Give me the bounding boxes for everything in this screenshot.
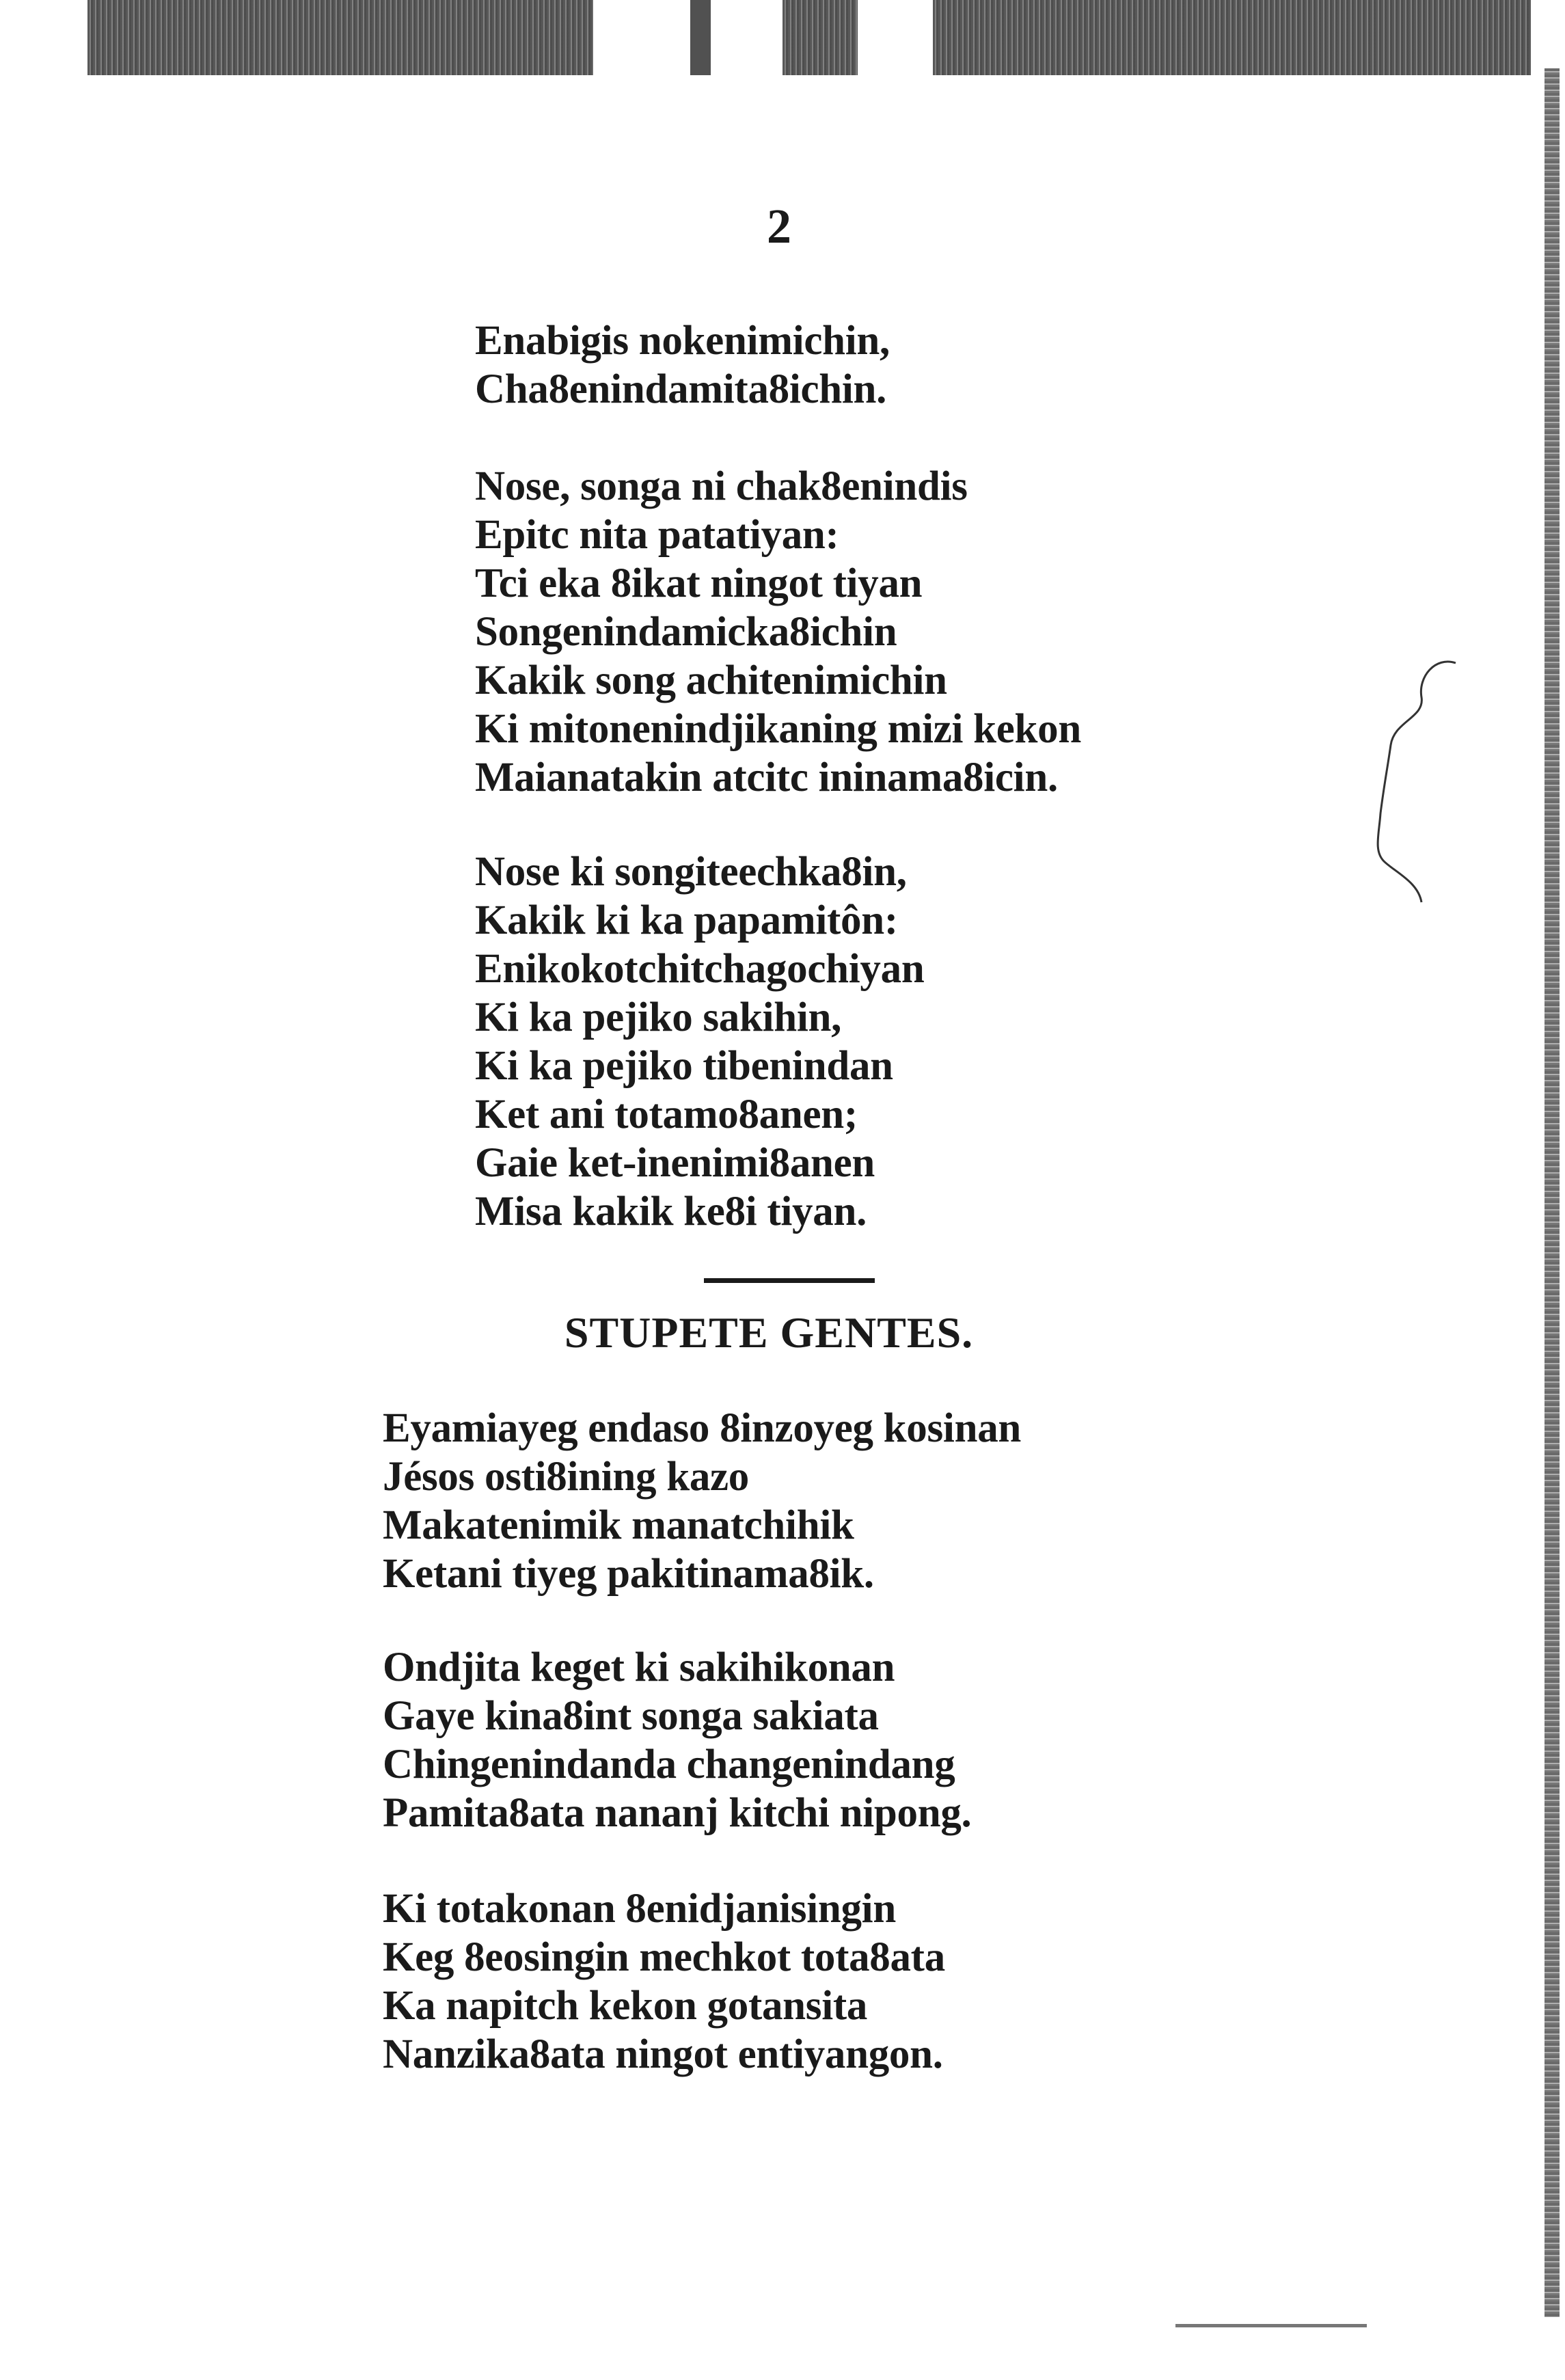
- verse-line: Epitc nita patatiyan:: [475, 512, 839, 558]
- poem-one-stanza-2: [475, 462, 1081, 802]
- verse-line: Ki mitonenindjikaning mizi kekon: [475, 706, 1081, 752]
- scan-edge-band: [690, 0, 711, 75]
- poem-one-stanza-3: [475, 848, 924, 1236]
- verse-line: Gaie ket-inenimi8anen: [475, 1140, 875, 1186]
- verse-line: Enabigis nokenimichin,: [475, 318, 890, 364]
- verse-line: Songenindamicka8ichin: [475, 609, 897, 655]
- verse-line: Ka napitch kekon gotansita: [383, 1983, 868, 2029]
- verse-line: Makatenimik manatchihik: [383, 1502, 854, 1548]
- verse-line: Misa kakik ke8i tiyan.: [475, 1189, 867, 1234]
- section-divider: [704, 1278, 875, 1283]
- poem-two-stanza-2: [383, 1643, 972, 1837]
- verse-line: Ketani tiyeg pakitinama8ik.: [383, 1551, 874, 1597]
- section-title: STUPETE GENTES.: [564, 1308, 974, 1357]
- verse-line: Ondjita keget ki sakihikonan: [383, 1645, 895, 1690]
- scan-right-edge: [1544, 68, 1560, 2317]
- verse-line: Ki ka pejiko tibenindan: [475, 1043, 893, 1089]
- verse-line: Enikokotchitchagochiyan: [475, 946, 925, 992]
- poem-two-stanza-1: [383, 1404, 1021, 1598]
- verse-line: Nose ki songiteechka8in,: [475, 849, 907, 895]
- verse-line: Keg 8eosingin mechkot tota8ata: [383, 1934, 945, 1980]
- poem-one-stanza-1: [475, 316, 890, 414]
- verse-line: Pamita8ata nananj kitchi nipong.: [383, 1790, 972, 1836]
- verse-line: Cha8enindamita8ichin.: [475, 366, 887, 412]
- verse-line: Maianatakin atcitc ininama8icin.: [475, 755, 1058, 800]
- verse-line: Tci eka 8ikat ningot tiyan: [475, 560, 923, 606]
- poem-two-stanza-3: [383, 1884, 945, 2079]
- verse-line: Chingenindanda changenindang: [383, 1742, 955, 1787]
- scan-edge-band: [87, 0, 593, 75]
- scan-edge-band: [782, 0, 858, 75]
- verse-line: Kakik ki ka papamitôn:: [475, 897, 898, 943]
- scan-bottom-mark: [1175, 2324, 1367, 2327]
- verse-line: Nose, songa ni chak8enindis: [475, 463, 968, 509]
- verse-line: Gaye kina8int songa sakiata: [383, 1693, 879, 1739]
- verse-line: Ki totakonan 8enidjanisingin: [383, 1886, 896, 1932]
- verse-line: Eyamiayeg endaso 8inzoyeg kosinan: [383, 1405, 1022, 1451]
- verse-line: Ki ka pejiko sakihin,: [475, 995, 842, 1040]
- page-number: 2: [767, 199, 791, 254]
- verse-line: Ket ani totamo8anen;: [475, 1092, 858, 1137]
- margin-scribble-icon: [1353, 656, 1476, 909]
- scan-edge-band: [933, 0, 1531, 75]
- verse-line: Jésos osti8ining kazo: [383, 1454, 749, 1500]
- verse-line: Nanzika8ata ningot entiyangon.: [383, 2031, 943, 2077]
- verse-line: Kakik song achitenimichin: [475, 658, 947, 703]
